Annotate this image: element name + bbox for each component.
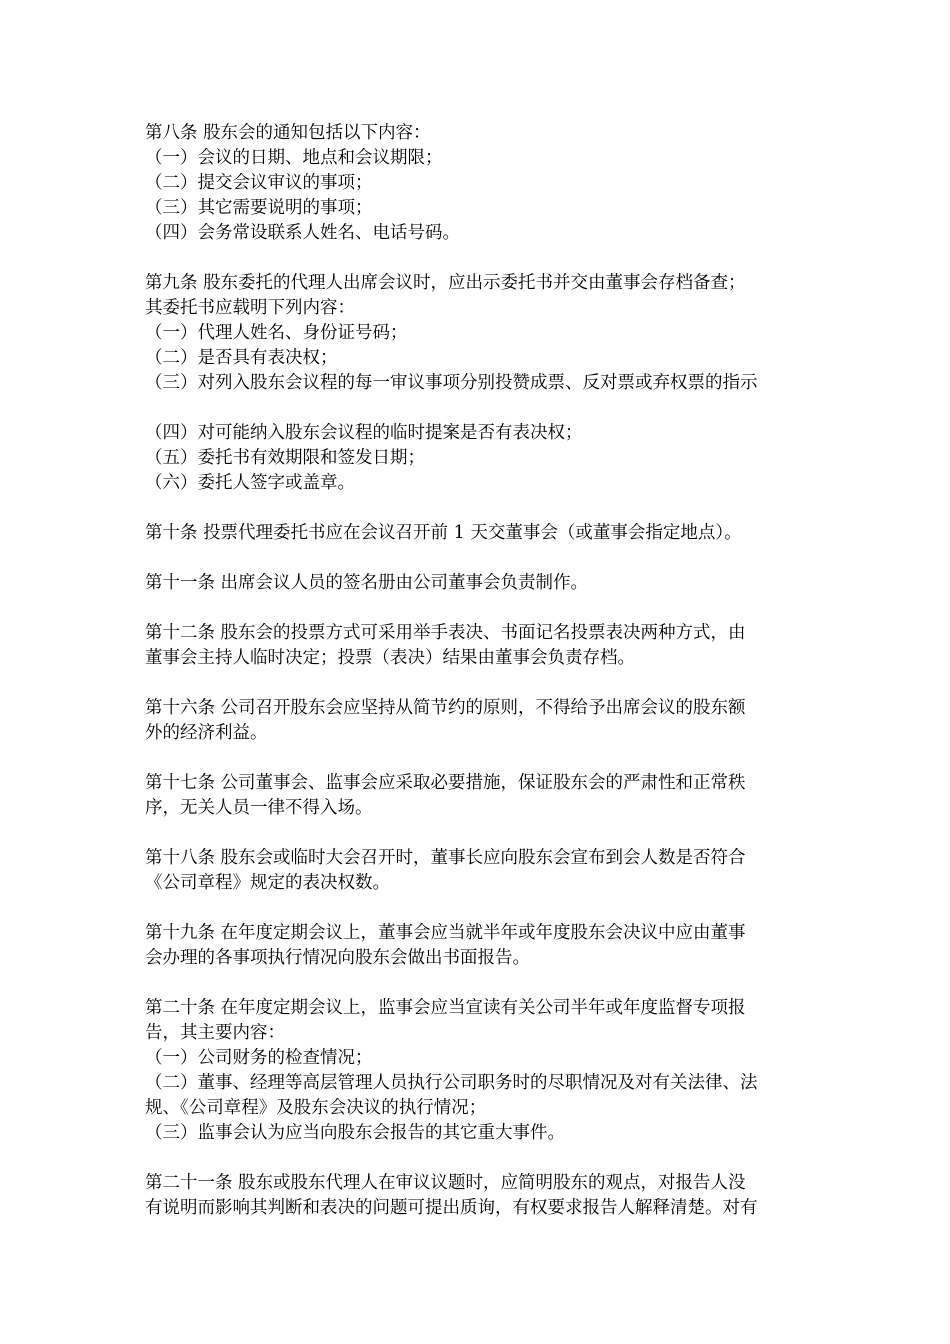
article-9 <box>145 271 815 496</box>
article-18-heading: 第十八条 股东会或临时大会召开时，董事长应向股东会宣布到会人数是否符合 <box>145 848 746 868</box>
article-21-heading: 第二十一条 股东或股东代理人在审议议题时，应简明股东的观点，对报告人没 <box>145 1173 746 1193</box>
list-item: （六）委托人签字或盖章。 <box>145 473 355 493</box>
blank-line <box>145 396 815 421</box>
list-item: （三）其它需要说明的事项； <box>145 198 373 218</box>
text-line: 会办理的各事项执行情况向股东会做出书面报告。 <box>145 948 530 968</box>
text-line: 规、《公司章程》及股东会决议的执行情况； <box>145 1098 487 1118</box>
article-20-heading: 第二十条 在年度定期会议上，监事会应当宣读有关公司半年或年度监督专项报 <box>145 998 746 1018</box>
article-21 <box>145 1171 815 1221</box>
article-11-heading: 第十一条 出席会议人员的签名册由公司董事会负责制作。 <box>145 573 589 593</box>
text-line: 有说明而影响其判断和表决的问题可提出质询，有权要求报告人解释清楚。对有 <box>145 1198 758 1218</box>
article-12-heading: 第十二条 股东会的投票方式可采用举手表决、书面记名投票表决两种方式，由 <box>145 623 746 643</box>
text-line: 序，无关人员一律不得入场。 <box>145 798 373 818</box>
article-8-heading: 第八条 股东会的通知包括以下内容： <box>145 123 431 143</box>
article-8 <box>145 121 815 246</box>
article-9-heading: 第九条 股东委托的代理人出席会议时，应出示委托书并交由董事会存档备查； <box>145 273 746 293</box>
text-line: 外的经济利益。 <box>145 723 268 743</box>
article-17-heading: 第十七条 公司董事会、监事会应采取必要措施，保证股东会的严肃性和正常秩 <box>145 773 746 793</box>
article-11 <box>145 571 815 596</box>
article-10 <box>145 521 815 546</box>
document-page <box>145 121 815 1246</box>
list-item: （四）会务常设联系人姓名、电话号码。 <box>145 223 460 243</box>
list-item: （二）董事、经理等高层管理人员执行公司职务时的尽职情况及对有关法律、法 <box>145 1073 758 1093</box>
text-line: 董事会主持人临时决定；投票（表决）结果由董事会负责存档。 <box>145 648 635 668</box>
list-item: （五）委托书有效期限和签发日期； <box>145 448 425 468</box>
text-line: 《公司章程》规定的表决权数。 <box>145 873 390 893</box>
list-item: （四）对可能纳入股东会议程的临时提案是否有表决权； <box>145 423 583 443</box>
list-item: （三）监事会认为应当向股东会报告的其它重大事件。 <box>145 1123 565 1143</box>
article-19 <box>145 921 815 971</box>
article-12 <box>145 621 815 671</box>
list-item: （一）代理人姓名、身份证号码； <box>145 323 408 343</box>
text-line: 告，其主要内容： <box>145 1023 285 1043</box>
article-19-heading: 第十九条 在年度定期会议上，董事会应当就半年或年度股东会决议中应由董事 <box>145 923 746 943</box>
article-10-heading: 第十条 投票代理委托书应在会议召开前 1 天交董事会（或董事会指定地点）。 <box>145 523 742 543</box>
list-item: （二）是否具有表决权； <box>145 348 338 368</box>
list-item: （一）公司财务的检查情况； <box>145 1048 373 1068</box>
list-item: （一）会议的日期、地点和会议期限； <box>145 148 443 168</box>
text-line: 其委托书应载明下列内容： <box>145 298 355 318</box>
article-20 <box>145 996 815 1146</box>
article-16 <box>145 696 815 746</box>
list-item: （三）对列入股东会议程的每一审议事项分别投赞成票、反对票或弃权票的指示 <box>145 373 758 393</box>
article-18 <box>145 846 815 896</box>
list-item: （二）提交会议审议的事项； <box>145 173 373 193</box>
article-16-heading: 第十六条 公司召开股东会应坚持从简节约的原则，不得给予出席会议的股东额 <box>145 698 746 718</box>
article-17 <box>145 771 815 821</box>
